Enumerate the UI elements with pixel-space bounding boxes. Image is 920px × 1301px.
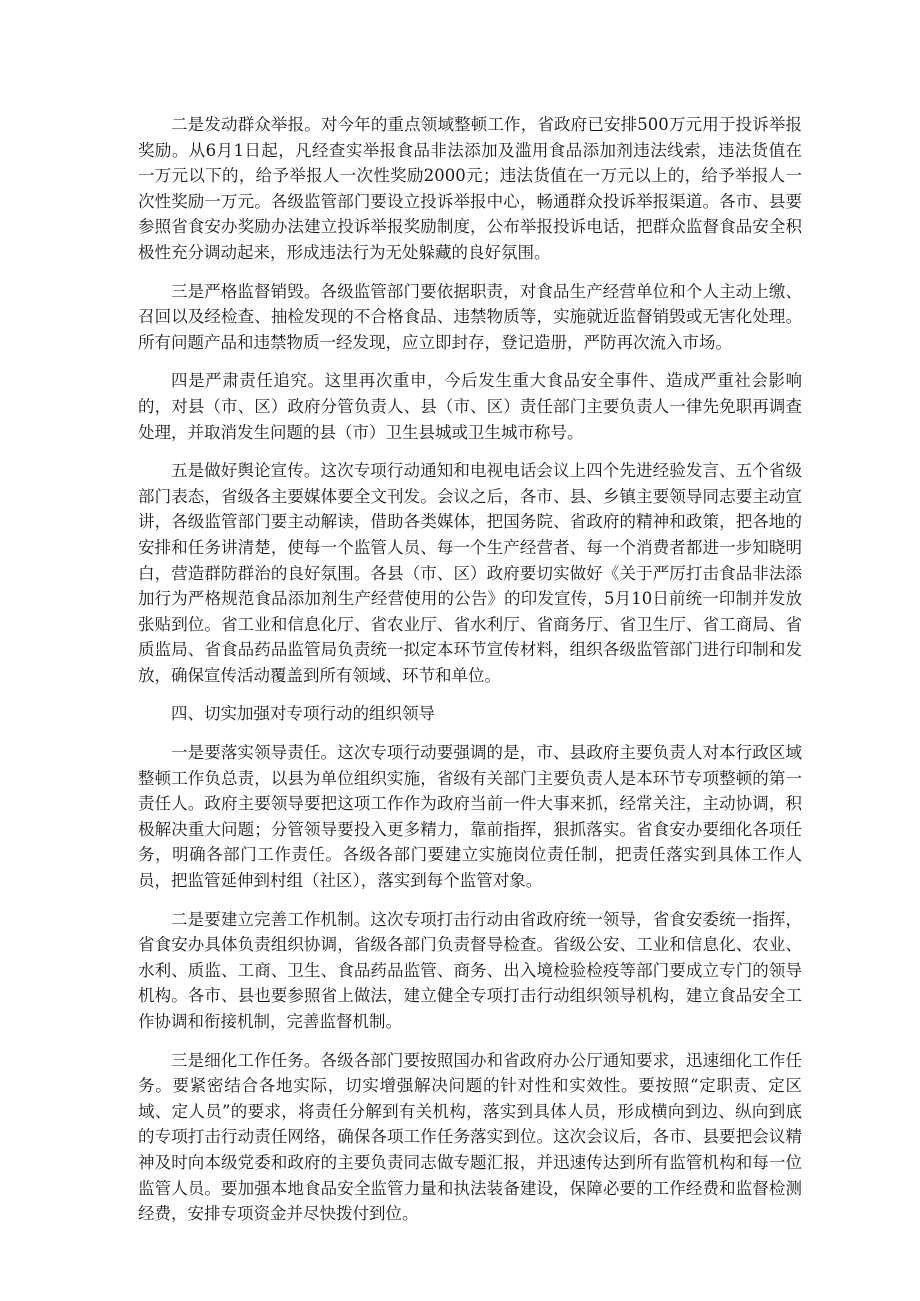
document-page — [138, 112, 802, 1240]
paragraph-work-mechanism: 二是要建立完善工作机制。这次专项打击行动由省政府统一领导，省食安委统一指挥，省食安办具体负责组织协调，省级各部门负责督导检查。省级公安、工业和信息化、农业、水利、质监、工商、卫生、食品药品监管、商务、出入境检验检疫等部门要成立专门的领导机构。各市、县也要参照省上做法，建立健全专项打击行动组织领导机构，建立食品安全工作协调和衔接机制，完善监督机制。 — [138, 909, 802, 1031]
paragraph-refine-tasks: 三是细化工作任务。各级各部门要按照国办和省政府办公厅通知要求，迅速细化工作任务。要紧密结合各地实际，切实增强解决问题的针对性和实效性。要按照“定职责、定区域、定人员”的要求，将责任分解到有关机构，落实到具体人员，形成横向到边、纵向到底的专项打击行动责任网络，确保各项工作任务落实到位。这次会议后，各市、县要把会议精神及时向本级党委和政府的主要负责同志做专题汇报，并迅速传达到所有监管机构和每一位监管人员。要加强本地食品安全监管力量和执法装备建设，保障必要的工作经费和监督检测经费，安排专项资金并尽快拨付到位。 — [138, 1050, 802, 1224]
paragraph-mass-reporting: 二是发动群众举报。对今年的重点领域整顿工作，省政府已安排500万元用于投诉举报奖励。从6月1日起，凡经查实举报食品非法添加及滥用食品添加剂违法线索，违法货值在一万元以下的，给予举报人一次性奖励2000元；违法货值在一万元以上的，给予举报人一次性奖励一万元。各级监管部门要设立投诉举报中心，畅通群众投诉举报渠道。各市、县要参照省食安办奖励办法建立投诉举报奖励制度，公布举报投诉电话，把群众监督食品安全积极性充分调动起来，形成违法行为无处躲藏的良好氛围。 — [138, 115, 802, 262]
paragraph-accountability: 四是严肃责任追究。这里再次重申，今后发生重大食品安全事件、造成严重社会影响的，对县（市、区）政府分管负责人、县（市、区）责任部门主要负责人一律先免职再调查处理，并取消发生问题的县（市）卫生县城或卫生城市称号。 — [138, 371, 802, 442]
paragraph-publicity: 五是做好舆论宣传。这次专项行动通知和电视电话会议上四个先进经验发言、五个省级部门表态，省级各主要媒体要全文刊发。会议之后，各市、县、乡镇主要领导同志要主动宣讲，各级监管部门要主动解读，借助各类媒体，把国务院、省政府的精神和政策，把各地的安排和任务讲清楚，使每一个监管人员、每一个生产经营者、每一个消费者都进一步知晓明白，营造群防群治的良好氛围。各县（市、区）政府要切实做好《关于严厉打击食品非法添加行为严格规范食品添加剂生产经营使用的公告》的印发宣传，5月10日前统一印制并发放张贴到位。省工业和信息化厅、省农业厅、省水利厅、省商务厅、省卫生厅、省工商局、省质监局、省食品药品监管局负责统一拟定本环节宣传材料，组织各级监管部门进行印制和发放，确保宣传活动覆盖到所有领域、环节和单位。 — [138, 461, 802, 685]
section-heading-organization: 四、切实加强对专项行动的组织领导 — [171, 704, 435, 724]
paragraph-supervised-destruction: 三是严格监督销毁。各级监管部门要依据职责，对食品生产经营单位和个人主动上缴、召回以及经检查、抽检发现的不合格食品、违禁物质等，实施就近监督销毁或无害化处理。所有问题产品和违禁物质一经发现，应立即封存，登记造册，严防再次流入市场。 — [138, 281, 802, 352]
paragraph-leadership-responsibility: 一是要落实领导责任。这次专项行动要强调的是，市、县政府主要负责人对本行政区域整顿工作负总责，以县为单位组织实施，省级有关部门主要负责人是本环节专项整顿的第一责任人。政府主要领导要把这项工作作为政府当前一件大事来抓，经常关注，主动协调，积极解决重大问题；分管领导要投入更多精力，靠前指挥，狠抓落实。省食安办要细化各项任务，明确各部门工作责任。各级各部门要建立实施岗位责任制，把责任落实到具体工作人员，把监管延伸到村组（社区），落实到每个监管对象。 — [138, 743, 802, 891]
